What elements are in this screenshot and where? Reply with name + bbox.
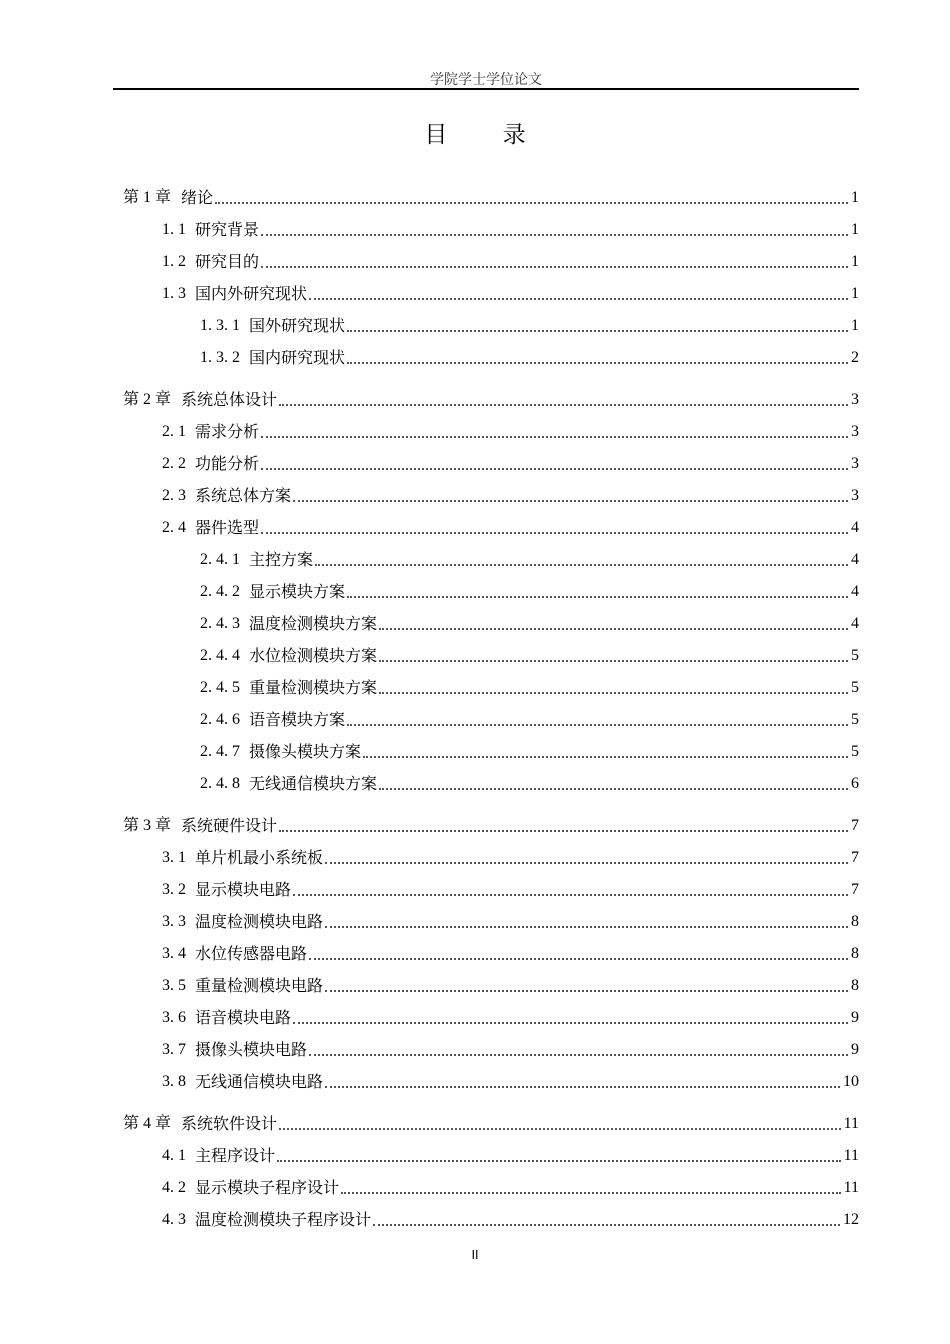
toc-entry-number: 3. 8 [162, 1073, 186, 1090]
toc-entry-number: 4. 1 [162, 1147, 186, 1164]
toc-entry-title: 主程序设计 [195, 1146, 276, 1165]
toc-entry-page: 5 [851, 647, 859, 664]
toc-entry-title: 器件选型 [195, 518, 260, 537]
toc-entry-page: 4 [851, 615, 859, 632]
toc-entry-page: 12 [843, 1211, 859, 1228]
toc-entry[interactable] [162, 1068, 859, 1092]
toc-entry-number: 第 2 章 [123, 391, 172, 408]
toc-entry-title: 国内外研究现状 [195, 284, 308, 303]
toc-entry[interactable] [162, 248, 859, 272]
toc-entry-title: 研究背景 [195, 220, 260, 239]
toc-dot-leader [347, 724, 848, 726]
page-header: 学院学士学位论文 [430, 72, 542, 88]
toc-entry-page: 3 [851, 423, 859, 440]
toc-dot-leader [215, 202, 848, 204]
toc-entry-page: 8 [851, 913, 859, 930]
toc-dot-leader [325, 926, 848, 928]
toc-entry-title: 语音模块电路 [195, 1008, 292, 1027]
toc-entry[interactable] [162, 1036, 859, 1060]
toc-entry[interactable] [162, 450, 859, 474]
toc-entry[interactable] [200, 344, 859, 368]
toc-entry-page: 8 [851, 945, 859, 962]
toc-entry-title: 无线通信模块电路 [195, 1072, 324, 1091]
toc-dot-leader [279, 830, 848, 832]
toc-dot-leader [309, 298, 848, 300]
toc-entry[interactable] [123, 184, 859, 208]
toc-entry-number: 3. 7 [162, 1041, 186, 1058]
toc-entry-number: 4. 3 [162, 1211, 186, 1228]
toc-entry-number: 2. 2 [162, 455, 186, 472]
toc-entry-title: 研究目的 [195, 252, 260, 271]
toc-entry[interactable] [200, 610, 859, 634]
toc-entry-number: 2. 4. 5 [200, 679, 240, 696]
toc-dot-leader [341, 1192, 841, 1194]
toc-entry[interactable] [162, 216, 859, 240]
toc-dot-leader [309, 958, 848, 960]
toc-entry-number: 2. 3 [162, 487, 186, 504]
toc-entry-page: 3 [851, 455, 859, 472]
toc-entry[interactable] [162, 514, 859, 538]
toc-entry-number: 2. 4. 3 [200, 615, 240, 632]
toc-entry-title: 需求分析 [195, 422, 260, 441]
toc-entry[interactable] [200, 312, 859, 336]
toc-entry-number: 3. 4 [162, 945, 186, 962]
toc-entry-number: 2. 4. 8 [200, 775, 240, 792]
toc-entry-number: 3. 3 [162, 913, 186, 930]
toc-entry[interactable] [162, 908, 859, 932]
toc-entry-number: 2. 4 [162, 519, 186, 536]
toc-entry[interactable] [123, 386, 859, 410]
toc-entry-title: 显示模块电路 [195, 880, 292, 899]
toc-entry-number: 3. 1 [162, 849, 186, 866]
toc-entry-number: 2. 4. 7 [200, 743, 240, 760]
toc-dot-leader [347, 330, 848, 332]
toc-entry-title: 系统总体设计 [181, 390, 278, 409]
toc-entry-page: 7 [851, 817, 859, 834]
toc-entry-page: 11 [843, 1147, 859, 1164]
toc-entry-title: 显示模块子程序设计 [195, 1178, 340, 1197]
toc-entry-number: 1. 2 [162, 253, 186, 270]
toc-entry-page: 8 [851, 977, 859, 994]
toc-entry[interactable] [162, 280, 859, 304]
toc-entry[interactable] [162, 972, 859, 996]
toc-entry[interactable] [162, 876, 859, 900]
toc-entry-number: 2. 4. 1 [200, 551, 240, 568]
toc-entry-page: 9 [851, 1041, 859, 1058]
toc-dot-leader [261, 266, 848, 268]
toc-entry-page: 4 [851, 519, 859, 536]
toc-entry-title: 水位检测模块方案 [249, 646, 378, 665]
toc-entry-page: 5 [851, 743, 859, 760]
toc-entry-page: 7 [851, 881, 859, 898]
toc-dot-leader [315, 564, 848, 566]
toc-dot-leader [379, 692, 848, 694]
toc-entry-title: 显示模块方案 [249, 582, 346, 601]
toc-entry[interactable] [123, 812, 859, 836]
toc-dot-leader [325, 1086, 840, 1088]
toc-dot-leader [347, 362, 848, 364]
toc-entry-title: 系统总体方案 [195, 486, 292, 505]
toc-entry-page: 11 [843, 1179, 859, 1196]
toc-entry-title: 功能分析 [195, 454, 260, 473]
toc-entry-page: 3 [851, 487, 859, 504]
toc-entry-number: 2. 4. 4 [200, 647, 240, 664]
toc-entry[interactable] [200, 674, 859, 698]
toc-dot-leader [325, 990, 848, 992]
toc-entry-number: 1. 1 [162, 221, 186, 238]
toc-entry[interactable] [162, 1206, 859, 1230]
toc-entry-page: 1 [851, 317, 859, 334]
toc-entry-page: 1 [851, 189, 859, 206]
toc-entry[interactable] [200, 578, 859, 602]
toc-entry-title: 重量检测模块方案 [249, 678, 378, 697]
toc-entry-number: 第 3 章 [123, 817, 172, 834]
toc-entry-page: 5 [851, 679, 859, 696]
page-number: II [471, 1248, 479, 1262]
toc-entry[interactable] [200, 546, 859, 570]
toc-dot-leader [261, 234, 848, 236]
toc-entry-page: 5 [851, 711, 859, 728]
toc-entry-title: 温度检测模块子程序设计 [195, 1210, 372, 1229]
toc-entry-title: 温度检测模块方案 [249, 614, 378, 633]
toc-entry-title: 绪论 [181, 188, 214, 207]
toc-dot-leader [261, 436, 848, 438]
toc-entry-number: 2. 4. 2 [200, 583, 240, 600]
toc-dot-leader [363, 756, 848, 758]
toc-dot-leader [261, 532, 848, 534]
toc-entry-title: 国外研究现状 [249, 316, 346, 335]
toc-entry-number: 第 1 章 [123, 189, 172, 206]
toc-dot-leader [325, 862, 848, 864]
toc-entry-title: 国内研究现状 [249, 348, 346, 367]
toc-entry[interactable] [162, 1174, 859, 1198]
toc-entry-number: 3. 2 [162, 881, 186, 898]
toc-entry-number: 4. 2 [162, 1179, 186, 1196]
toc-dot-leader [293, 1022, 848, 1024]
toc-entry[interactable] [162, 418, 859, 442]
toc-entry[interactable] [200, 770, 859, 794]
toc-entry[interactable] [200, 706, 859, 730]
toc-entry-title: 温度检测模块电路 [195, 912, 324, 931]
toc-entry-number: 2. 4. 6 [200, 711, 240, 728]
toc-entry-title: 水位传感器电路 [195, 944, 308, 963]
toc-dot-leader [373, 1224, 840, 1226]
toc-entry-title: 无线通信模块方案 [249, 774, 378, 793]
toc-entry-title: 语音模块方案 [249, 710, 346, 729]
toc-entry-title: 重量检测模块电路 [195, 976, 324, 995]
toc-entry-page: 3 [851, 391, 859, 408]
toc-dot-leader [293, 500, 848, 502]
toc-dot-leader [279, 404, 848, 406]
toc-entry-number: 1. 3. 2 [200, 349, 240, 366]
toc-entry-page: 4 [851, 583, 859, 600]
toc-entry[interactable] [123, 1110, 859, 1134]
toc-entry-page: 1 [851, 253, 859, 270]
toc-entry-number: 3. 6 [162, 1009, 186, 1026]
toc-entry[interactable] [162, 844, 859, 868]
toc-entry-page: 10 [843, 1073, 859, 1090]
toc-entry-page: 4 [851, 551, 859, 568]
toc-entry-number: 1. 3 [162, 285, 186, 302]
toc-entry-page: 6 [851, 775, 859, 792]
toc-dot-leader [277, 1160, 841, 1162]
toc-entry-title: 系统硬件设计 [181, 816, 278, 835]
toc-dot-leader [379, 788, 848, 790]
toc-entry-number: 2. 1 [162, 423, 186, 440]
toc-entry[interactable] [162, 482, 859, 506]
toc-entry-page: 1 [851, 221, 859, 238]
toc-dot-leader [379, 628, 848, 630]
toc-entry-page: 1 [851, 285, 859, 302]
toc-dot-leader [309, 1054, 848, 1056]
toc-dot-leader [293, 894, 848, 896]
toc-entry-page: 2 [851, 349, 859, 366]
toc-entry[interactable] [162, 1004, 859, 1028]
toc-entry-page: 9 [851, 1009, 859, 1026]
toc-entry-title: 摄像头模块电路 [195, 1040, 308, 1059]
toc-dot-leader [261, 468, 848, 470]
toc-entry[interactable] [200, 642, 859, 666]
toc-entry-title: 单片机最小系统板 [195, 848, 324, 867]
toc-entry[interactable] [162, 940, 859, 964]
toc-entry-number: 1. 3. 1 [200, 317, 240, 334]
toc-entry[interactable] [162, 1142, 859, 1166]
toc-entry[interactable] [200, 738, 859, 762]
toc-entry-page: 11 [843, 1115, 859, 1132]
toc-entry-number: 第 4 章 [123, 1115, 172, 1132]
toc-dot-leader [347, 596, 848, 598]
toc-entry-number: 3. 5 [162, 977, 186, 994]
toc-entry-title: 摄像头模块方案 [249, 742, 362, 761]
toc-dot-leader [279, 1128, 841, 1130]
toc-entry-page: 7 [851, 849, 859, 866]
toc-dot-leader [379, 660, 848, 662]
toc-entry-title: 主控方案 [249, 550, 314, 569]
toc-entry-title: 系统软件设计 [181, 1114, 278, 1133]
toc-title: 目 录 [424, 122, 550, 148]
